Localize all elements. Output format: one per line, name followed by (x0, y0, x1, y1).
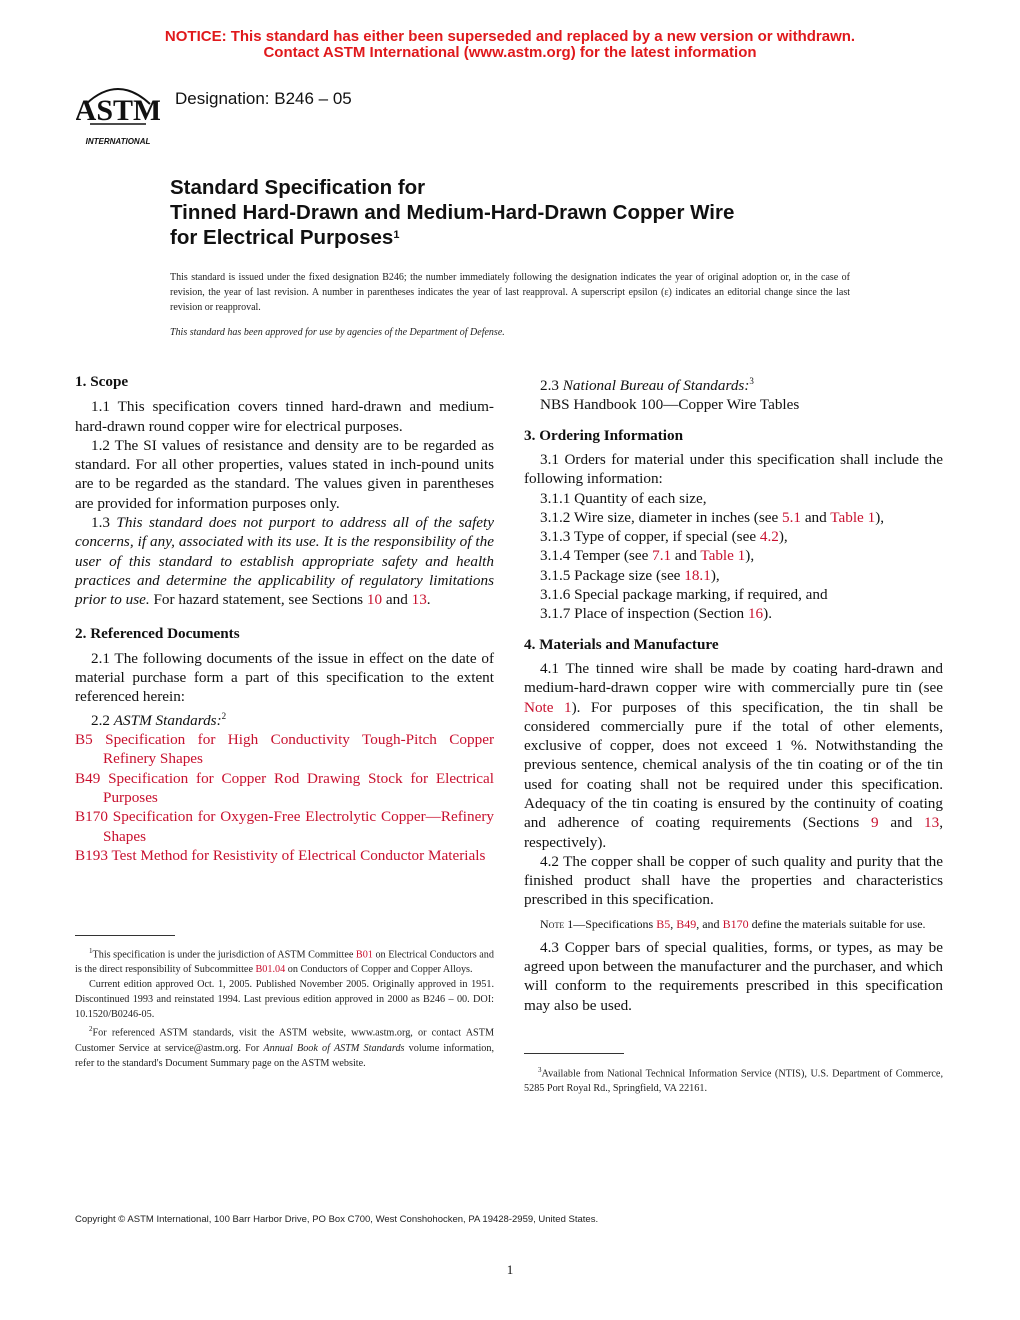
preface-text: This standard is issued under the fixed designation B246; the number immediately following the designation indicates the year of original adoption or, in the case of revision, the year of last revision. A number in parentheses indicates the year of last reapproval. A superscript epsilon (ε) indicates an editorial change since the last revision or reapproval. (170, 272, 850, 313)
nbs-handbook: NBS Handbook 100—Copper Wire Tables (540, 396, 800, 414)
link-section-13[interactable]: 13 (411, 591, 427, 609)
footnote-2 (75, 1022, 494, 1070)
section-3-heading: 3. Ordering Information (524, 426, 684, 444)
para-2-2-num: 2.2 (91, 711, 110, 729)
link-section-10[interactable]: 10 (366, 591, 383, 609)
footnote-3-text: Available from National Technical Information Service (NTIS), U.S. Department of Commerce, 5285 Port Royal Rd., Springfield, VA 22161. (524, 1068, 943, 1095)
para-3-1-7 (524, 604, 943, 623)
footnotes-left (75, 944, 494, 1071)
link-b01-04[interactable]: B01.04 (255, 964, 286, 976)
para-1-2: 1.2 The SI values of resistance and density are to be regarded as standard. For all other properties, values stated in inch-pound units are to be regarded as the standard. The values given in parentheses are provided for information purposes only. (75, 436, 494, 512)
link-18-1[interactable]: 18.1 (684, 566, 711, 584)
title-line-3: for Electrical Purposes (170, 226, 394, 249)
para-3-1-7-end: ). (763, 605, 772, 623)
para-3-1-7-text: 3.1.7 Place of inspection (Section (540, 605, 745, 623)
para-2-2-label: ASTM Standards: (113, 711, 222, 729)
right-column (524, 372, 943, 1015)
para-3-1-3-end: ), (778, 528, 788, 546)
para-3-1-4-end: ), (745, 547, 755, 565)
para-3-1-6: 3.1.6 Special package marking, if required, and (540, 586, 828, 604)
para-3-1-2-and: and (804, 508, 827, 526)
para-2-2-sup: 2 (221, 710, 227, 721)
footnote-1-a: This specification is under the jurisdiction of ASTM Committee (92, 949, 354, 961)
para-1-3-num: 1.3 (91, 514, 110, 532)
para-3-1-4-text: 3.1.4 Temper (see (540, 547, 649, 565)
link-section-9[interactable]: 9 (871, 814, 879, 832)
ref-b49-text[interactable]: Specification for Copper Rod Drawing Stock for Electrical Purposes (103, 769, 494, 806)
para-3-1-1: 3.1.1 Quantity of each size, (540, 489, 707, 507)
copyright: Copyright © ASTM International, 100 Barr Harbor Drive, PO Box C700, West Conshohocken, PA 19428-2959, United States. (75, 1214, 599, 1225)
para-4-1-a: 4.1 The tinned wire shall be made by coating hard-drawn and medium-hard-drawn copper wire with commercially pure tin (see (524, 659, 943, 697)
footnote-1-mark: 1 (89, 947, 93, 955)
section-4-heading: 4. Materials and Manufacture (524, 635, 719, 653)
ref-b170-code[interactable]: B170 (75, 808, 108, 826)
para-3-1-5-end: ), (710, 566, 720, 584)
para-2-3-label: National Bureau of Standards: (562, 377, 750, 395)
ref-b5-code[interactable]: B5 (75, 731, 93, 749)
para-4-2: 4.2 The copper shall be copper of such quality and purity that the finished product shall have the properties and characteristics prescribed in this specification. (524, 852, 943, 909)
para-3-1-2 (524, 508, 943, 527)
link-5-1[interactable]: 5.1 (782, 508, 802, 526)
para-3-1-3 (524, 527, 943, 546)
ref-b193-text[interactable]: Test Method for Resistivity of Electrical Conductor Materials (111, 846, 486, 864)
note-1-and: and (702, 916, 720, 931)
para-4-1 (524, 659, 943, 852)
ref-b170[interactable] (75, 807, 494, 846)
footnote-2-italic: Annual Book of ASTM Standards (263, 1042, 405, 1054)
ref-b49[interactable] (75, 769, 494, 808)
link-section-16[interactable]: 16 (747, 605, 764, 623)
footnote-1-c: on Conductors of Copper and Copper Alloys. (287, 964, 473, 976)
para-3-1-3-text: 3.1.3 Type of copper, if special (see (540, 528, 757, 546)
para-3-1: 3.1 Orders for material under this specification shall include the following information: (524, 450, 943, 488)
para-4-1-b: ). For purposes of this specification, the tin shall be considered commercially pure if the total of other elements, exclusive of copper, does not exceed 1 %. Notwithstanding the previous sentence, chemical analysis of the tin coating or of the tin used for coating shall not be required under this specification. Adequacy of the tin coating is ensured by the continuity of coating and adherence of coating requirements (Sections (524, 698, 943, 832)
designation: Designation: B246 – 05 (175, 89, 352, 108)
para-2-3-num: 2.3 (540, 377, 559, 395)
page-number: 1 (506, 1262, 514, 1277)
ref-b193-code[interactable]: B193 (75, 846, 108, 864)
note-1: Note 1—Specifications B5, B49, and B170 define the materials suitable for use. (540, 916, 926, 931)
para-2-1: 2.1 The following documents of the issue in effect on the date of material purchase form a part of this specification to the extent referenced herein: (75, 649, 494, 706)
document-title (170, 175, 734, 250)
notice-line-1: NOTICE: This standard has either been superseded and replaced by a new version or withdrawn. (164, 28, 856, 45)
title-line-2: Tinned Hard-Drawn and Medium-Hard-Drawn Copper Wire (170, 201, 735, 224)
footnote-rule-right (524, 1053, 624, 1054)
ref-b5[interactable] (75, 730, 494, 769)
footnote-2-b: volume information, refer to the standard's Document Summary page on the ASTM website. (75, 1042, 495, 1069)
section-2-heading: 2. Referenced Documents (75, 624, 240, 642)
notice-line-2: Contact ASTM International (www.astm.org) for the latest information (263, 44, 757, 61)
left-column (75, 372, 494, 865)
link-section-13-b[interactable]: 13 (924, 814, 940, 832)
para-3-1-4-and: and (674, 547, 697, 565)
footnote-2-a: For referenced ASTM standards, visit the ASTM website, www.astm.org, or contact ASTM Customer Service at service@astm.org. For (75, 1027, 494, 1054)
note-1-a: —Specifications (573, 916, 654, 931)
footnote-1 (75, 944, 494, 977)
footnote-1-edition: Current edition approved Oct. 1, 2005. Published November 2005. Originally approved in 1951. Discontinued 1993 and reinstated 1994. Last previous edition approved in 2000 as B246 – 00. DOI: 10.1520/B0246-05. (75, 979, 494, 1021)
ref-b49-code[interactable]: B49 (75, 769, 101, 787)
link-4-2[interactable]: 4.2 (759, 528, 779, 546)
para-3-1-5-text: 3.1.5 Package size (see (540, 566, 681, 584)
footnote-2-mark: 2 (89, 1025, 93, 1034)
para-1-3-italic: This standard does not purport to address all of the safety concerns, if any, associated with its use. It is the responsibility of the user of this standard to establish appropriate safety and health practices and determine the applicability of regulatory limitations prior to use. (75, 514, 495, 609)
para-4-1-d: , respectively). (524, 814, 944, 851)
para-3-1-2-text: 3.1.2 Wire size, diameter in inches (see (540, 508, 779, 526)
footnote-1-b: on Electrical Conductors and is the direct responsibility of Subcommittee (75, 949, 494, 976)
para-3-1-5 (524, 566, 943, 585)
link-table-1[interactable]: Table 1 (830, 508, 876, 526)
link-note-b49[interactable]: B49 (676, 916, 697, 931)
para-1-1: 1.1 This specification covers tinned hard-drawn and medium-hard-drawn round copper wire for electrical purposes. (75, 398, 494, 435)
para-2-3-sup: 3 (749, 376, 754, 386)
logo-sub: INTERNATIONAL (85, 137, 151, 146)
para-2-2 (75, 707, 494, 730)
footnote-3 (524, 1063, 943, 1096)
note-1-label: Note 1 (540, 916, 574, 931)
para-4-1-c: and (890, 814, 913, 832)
section-1-heading: 1. Scope (75, 373, 129, 390)
ref-b193[interactable] (75, 846, 494, 865)
logo-name: ASTM (76, 94, 160, 127)
footnote-3-mark: 3 (538, 1066, 542, 1074)
footnote-rule-left (75, 935, 175, 936)
link-note-1[interactable]: Note 1 (524, 698, 572, 716)
preface-defense: This standard has been approved for use by agencies of the Department of Defense. (170, 327, 505, 338)
para-2-3 (524, 372, 943, 395)
para-3-1-2-end: ), (875, 508, 885, 526)
para-1-3: 1.3 This standard does not purport to address all of the safety concerns, if any, associated with its use. It is the responsibility of the user of this standard to establish appropriate safety and health practices and determine the applicability of regulatory limitations prior to use. For hazard statement, see Sections 10 and 13. (75, 514, 495, 609)
para-4-3: 4.3 Copper bars of special qualities, forms, or types, as may be agreed upon between the manufacturer and the purchaser, and which will conform to the requirements prescribed in this specification may also be used. (524, 938, 943, 1014)
ref-b170-text[interactable]: Specification for Oxygen-Free Electrolytic Copper—Refinery Shapes (103, 808, 495, 845)
ref-b5-text[interactable]: Specification for High Conductivity Tough-Pitch Copper Refinery Shapes (103, 731, 494, 768)
astm-logo (76, 78, 160, 150)
title-footnote-mark: 1 (393, 229, 400, 241)
title-line-1: Standard Specification for (170, 176, 426, 199)
para-1-3-and: and (385, 591, 408, 609)
para-1-3-tail: For hazard statement, see Sections (153, 591, 364, 609)
link-7-1[interactable]: 7.1 (652, 547, 672, 565)
link-note-b5[interactable]: B5 (656, 916, 671, 931)
para-3-1-4 (524, 546, 943, 565)
note-1-b: define the materials suitable for use. (751, 916, 926, 931)
link-note-b170[interactable]: B170 (722, 916, 749, 931)
link-b01[interactable]: B01 (355, 949, 373, 961)
link-table-1-b[interactable]: Table 1 (700, 547, 746, 565)
